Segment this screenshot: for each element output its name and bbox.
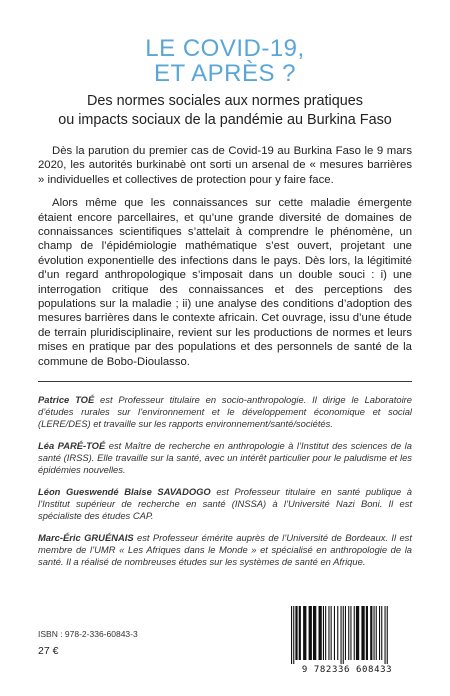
barcode-bar <box>361 606 364 660</box>
author-bio <box>38 394 412 430</box>
barcode-bar <box>331 606 332 660</box>
barcode-number: 9 782336 608433 <box>301 665 393 675</box>
isbn-text: ISBN : 978-2-336-60843-3 <box>38 629 138 639</box>
barcode-bar <box>328 606 329 660</box>
author-bio-text: est Maître de recherche en anthropologie à l’Institut des sciences de la santé (IRSS). Elle travaille sur la santé, avec un intérêt particulier pour le paludisme et les épidémies nouvelles. <box>38 440 412 476</box>
barcode-bar <box>291 606 292 664</box>
barcode-bar <box>337 606 338 660</box>
title-line-2: ET APRÈS ? <box>154 60 296 87</box>
barcode-bar <box>381 606 382 660</box>
barcode-bar <box>354 606 355 660</box>
author-bio-text: est Professeur titulaire en santé publique à l’Institut supérieur de recherche en santé (INSSA) à l’Université Nazi Boni. Il est spécialiste des études CAP. <box>38 486 412 522</box>
author-name: Léa PARÉ-TOÉ <box>38 440 106 452</box>
barcode-bar <box>374 606 375 660</box>
author-bios <box>38 394 412 568</box>
author-bio <box>38 532 412 568</box>
author-bio <box>38 440 412 476</box>
author-name: Marc-Éric GRUÉNAIS <box>38 532 134 544</box>
barcode-bar <box>345 606 346 660</box>
blurb-paragraph-1: Dès la parution du premier cas de Covid-19 au Burkina Faso le 9 mars 2020, les autorités burkinabè ont sorti un arsenal de « mesures barrières » individuelles et collectives de protection pour y faire face. <box>38 145 412 186</box>
barcode-bar <box>323 606 324 660</box>
title-line-1: LE COVID-19, <box>145 35 305 62</box>
barcode-bar <box>319 606 322 660</box>
barcode-bar <box>350 606 351 660</box>
barcode-bar <box>356 606 359 660</box>
barcode-bar <box>387 606 388 664</box>
author-bio <box>38 486 412 522</box>
barcode-bars <box>283 604 411 664</box>
divider <box>38 381 412 382</box>
barcode-bar <box>348 606 349 660</box>
barcode-bar <box>366 606 368 660</box>
barcode-bar <box>385 606 386 664</box>
blurb <box>38 144 412 369</box>
barcode-bar <box>295 606 297 660</box>
barcode-bar <box>376 606 377 660</box>
barcode-bar <box>370 606 372 660</box>
author-name: Léon Gueswendé Blaise SAVADOGO <box>38 486 211 498</box>
barcode <box>283 604 411 680</box>
subtitle-line-2: ou impacts sociaux de la pandémie au Burkina Faso <box>58 112 392 128</box>
blurb-paragraph-2: Alors même que les connaissances sur cette maladie émergente étaient encore parcellaires, et qu’une grande diversité de domaines de connaissances scientifiques s’attelait à comprendre le phénomène, un champ de l’épidémiologie mathématique s’est ouvert, projetant une évolution exponentielle des infections dans le pays. Dès lors, la légitimité d’un regard anthropologique s’imposait dans un double souci : i) une interrogation critique des connaissances et des perceptions des populations sur la maladie ; ii) une analyse des conditions d’adoption des mesures barrières dans le contexte africain. Cet ouvrage, issu d’une étude de terrain pluridisciplinaire, revient sur les productions de normes et leurs mises en pratique par des populations et des personnels de santé de la commune de Bobo-Dioulasso. <box>38 197 412 368</box>
author-name: Patrice TOÉ <box>38 394 95 406</box>
barcode-bar <box>341 606 342 664</box>
barcode-bar <box>303 606 306 660</box>
barcode-bar <box>343 606 344 664</box>
author-bio-text: est Professeur émérite auprès de l’Université de Bordeaux. Il est membre de l’UMR « Les Afriques dans le Monde » et spécialisé en anthropologie de la santé. Il a réalisé de nombreuses études sur les systèmes de santé en Afrique. <box>38 532 412 568</box>
barcode-bar <box>325 606 326 660</box>
barcode-bar <box>379 606 380 660</box>
barcode-bar <box>299 606 301 660</box>
subtitle-line-1: Des normes sociales aux normes pratiques <box>87 93 363 109</box>
price-text: 27 € <box>38 645 59 657</box>
author-bio-text: est Professeur titulaire en socio-anthropologie. Il dirige le Laboratoire d’études rurales sur l’environnement et le développement économique et social (LERE/DES) et travaille sur les rapports environnement/santé/sociétés. <box>38 394 413 430</box>
barcode-bar <box>293 606 294 664</box>
book-subtitle <box>38 92 412 130</box>
barcode-bar <box>309 606 312 660</box>
barcode-bar <box>334 606 335 660</box>
book-title <box>38 36 412 86</box>
barcode-bar <box>313 606 316 660</box>
